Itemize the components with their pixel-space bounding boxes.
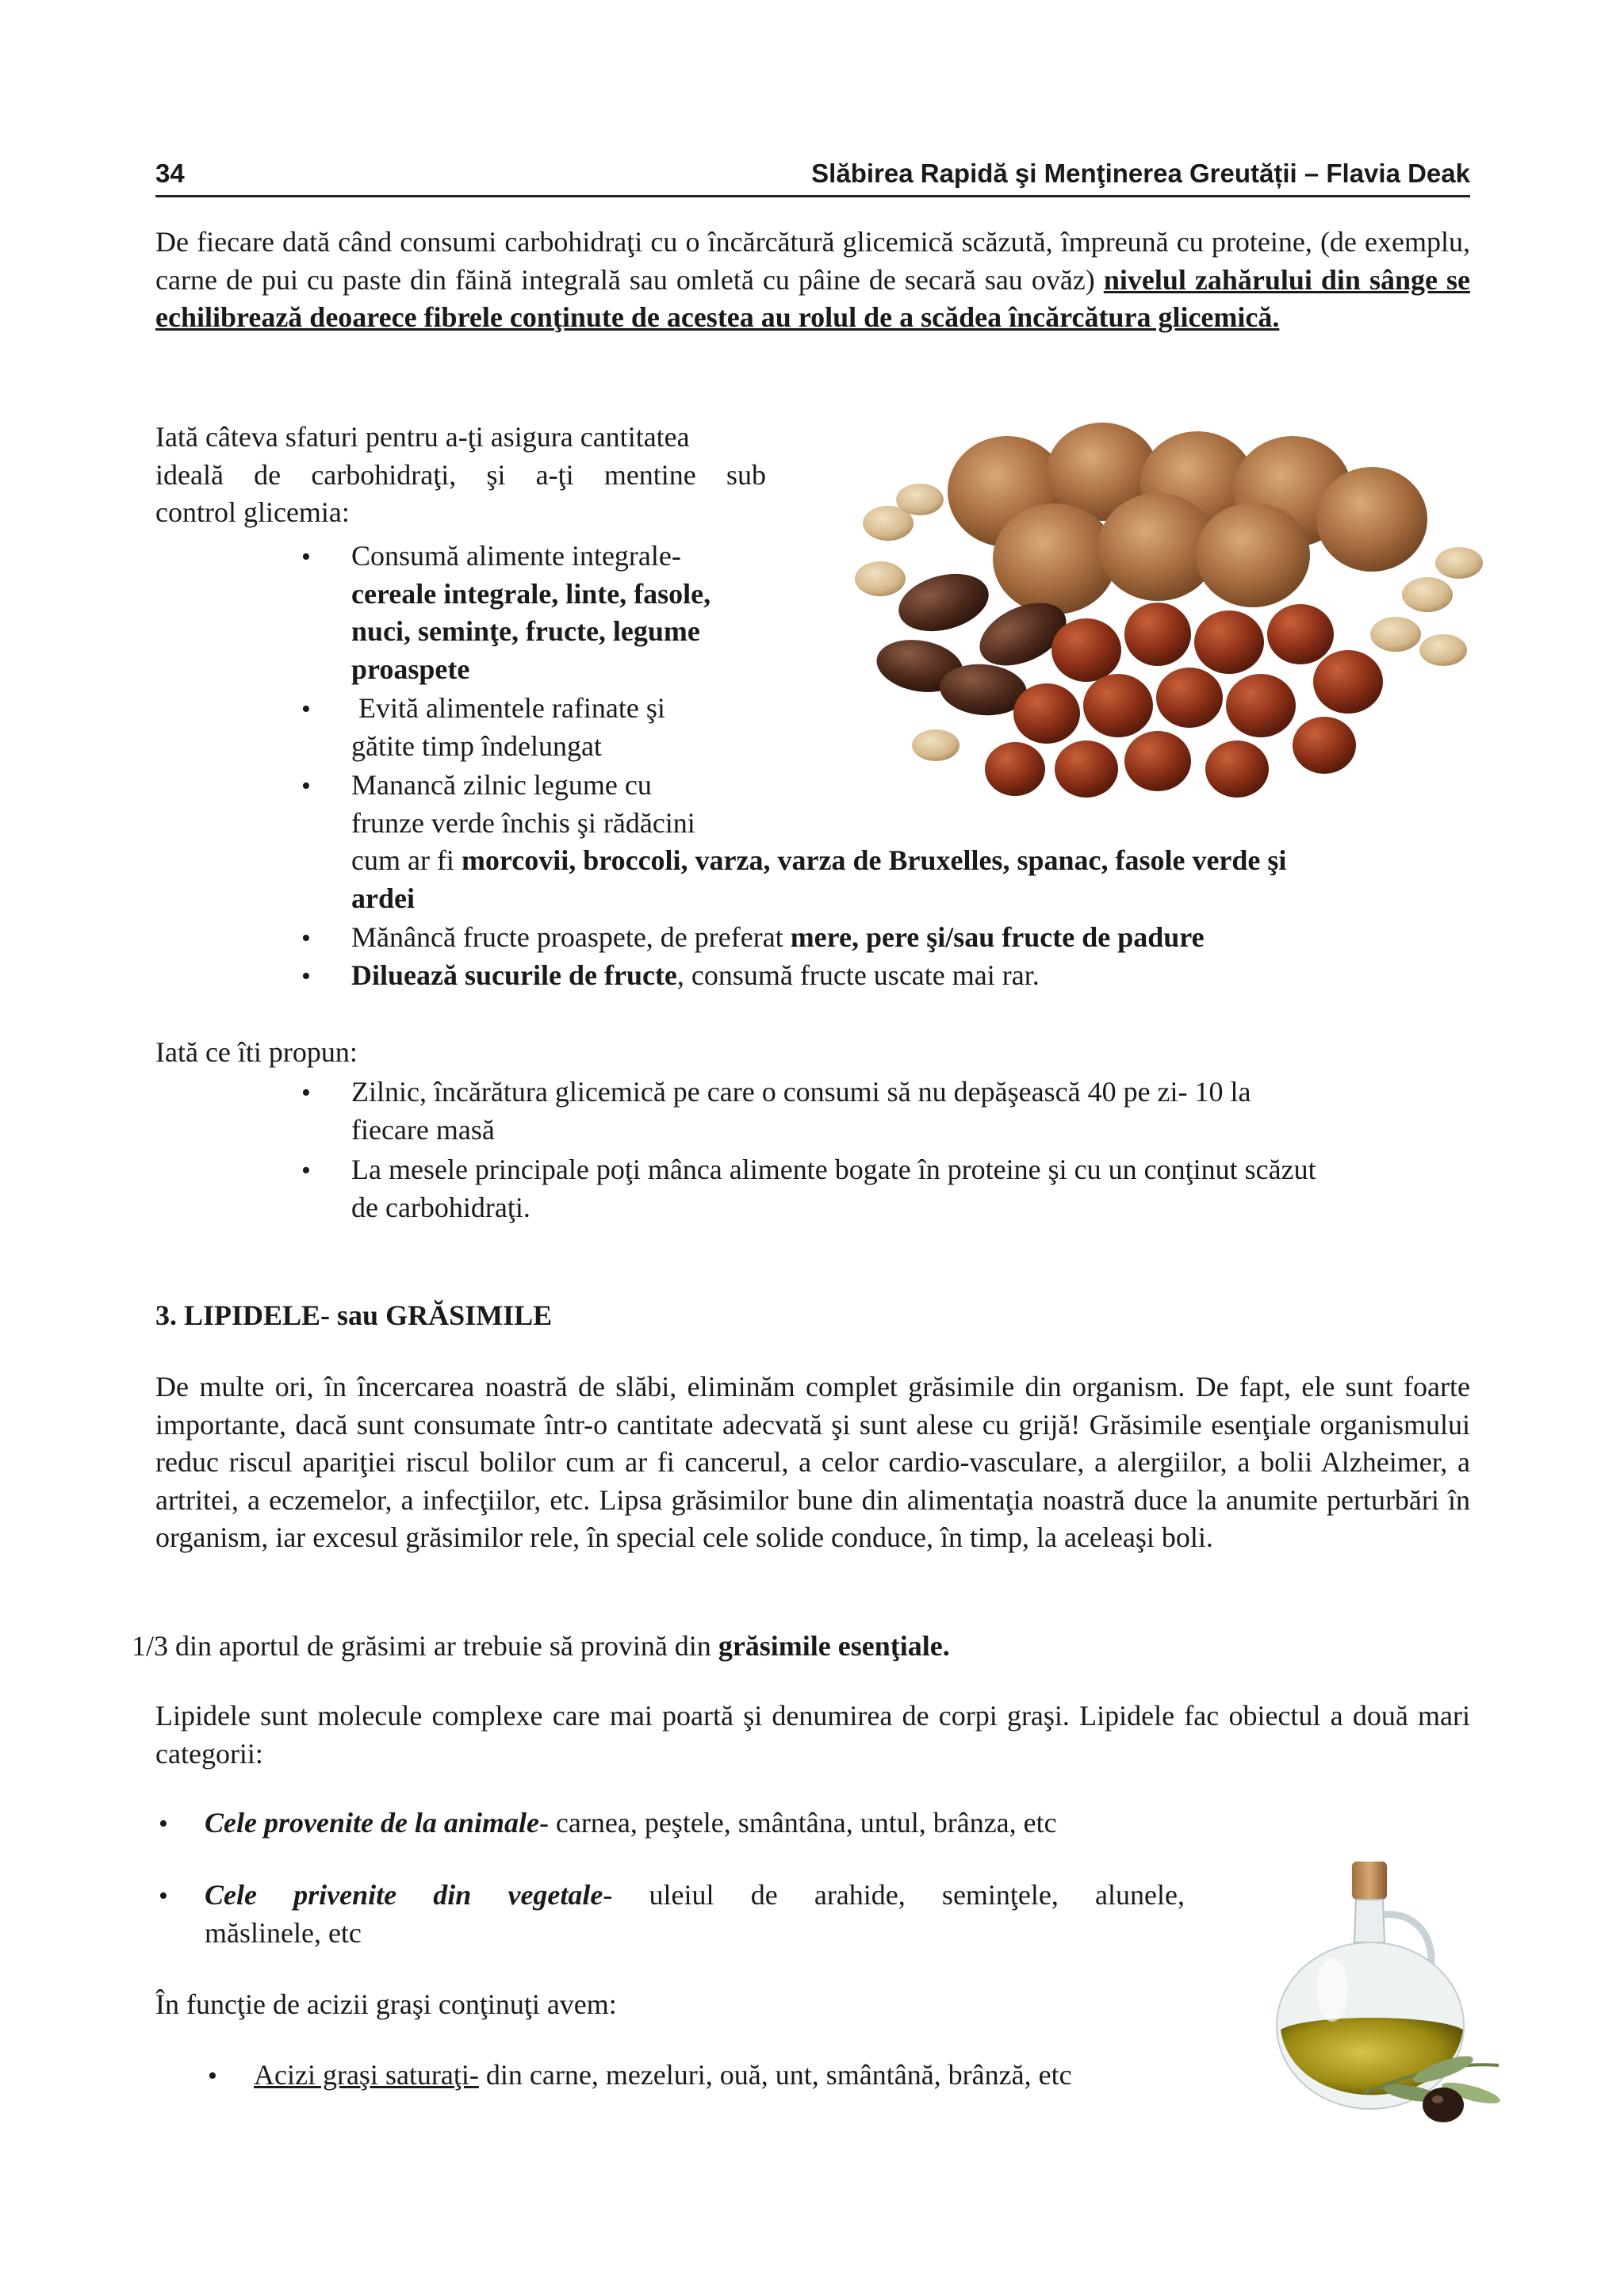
category-name: Cele provenite de la animale — [205, 1807, 539, 1839]
proposal-item — [351, 1073, 1477, 1149]
acid-text: din carne, mezeluri, ouă, unt, smântână, brânză, etc — [478, 2059, 1072, 2091]
bullet: • — [301, 924, 311, 953]
tips-intro — [155, 419, 766, 532]
tips-intro-line: control glicemia: — [155, 496, 350, 528]
section3-paragraph: De multe ori, în încercarea noastră de slăbi, eliminăm complet grăsimile din organism. De fapt, ele sunt foarte importante, dacă sunt consumate într-o cantitate adecvată şi sunt alese cu grijă! Grăsimile esenţiale organismului reduc riscul apariţiei riscul bolilor cum ar fi cancerul, a celor cardio-vasculare, a alergiilor, a bolii Alzheimer, a artritei, a eczemelor, a infecţiilor, etc. Lipsa grăsimilor bune din alimentaţia noastră duce la anumite perturbări în organism, iar excesul grăsimilor rele, în special cele solide conduce, în timp, la aceleaşi boli. — [155, 1371, 1470, 1553]
proposal-line: La mesele principale poţi mânca alimente bogate în proteine şi cu un conţinut scăzut — [351, 1154, 1316, 1185]
proposal-intro: Iată ce îti propun: — [155, 1036, 358, 1068]
tip-line: proaspete — [351, 652, 470, 685]
intro-emphasis: nivelul zahărului din sânge se echilibrează deoarece fibrele conţinute de acestea au rolul de a scădea încărcătura glicemică. — [155, 263, 1470, 333]
tip-item — [351, 919, 1477, 957]
tip-line: gătite timp îndelungat — [351, 729, 602, 762]
tip-line: cereale integrale, linte, fasole, — [351, 577, 711, 610]
bullet: • — [159, 1809, 168, 1839]
category-line: măslinele, etc — [205, 1916, 362, 1949]
tip-item — [351, 538, 779, 688]
tips-intro-line: Iată câteva sfaturi pentru a-ţi asigura cantitatea — [155, 421, 690, 453]
tip-line: Evită alimentele rafinate şi — [351, 692, 665, 724]
tip-line — [351, 842, 1477, 880]
bullet: • — [301, 1078, 311, 1108]
para-text: 1/3 din aportul de grăsimi ar trebuie să provină din — [132, 1630, 718, 1662]
para-bold: grăsimile esenţiale. — [718, 1630, 950, 1662]
category-line — [205, 1877, 1185, 1915]
proposal-line: de carbohidraţi. — [351, 1191, 530, 1223]
acid-item — [254, 2057, 1285, 2095]
proposal-line: fiecare masă — [351, 1113, 495, 1146]
tip-line: ardei — [351, 882, 415, 914]
tip-line: frunze verde închis şi rădăcini — [351, 806, 695, 839]
bullet: • — [208, 2061, 217, 2091]
tip-bold: mere, pere şi/sau fructe de padure — [790, 921, 1205, 953]
tip-line: Manancă zilnic legume cu — [351, 769, 652, 801]
bullet: • — [159, 1881, 168, 1911]
bullet: • — [301, 1156, 311, 1185]
section3-paragraph: Lipidele sunt molecule complexe care mai poartă şi denumirea de corpi graşi. Lipidele fac obiectul a două mari categorii: — [155, 1700, 1470, 1770]
tip-line: nuci, seminţe, fructe, legume — [351, 615, 700, 647]
lipid-category — [205, 1877, 1185, 1952]
category-text: - carnea, peştele, smântâna, untul, brânza, etc — [538, 1807, 1057, 1839]
olive-oil-bottle-photo — [1245, 1855, 1507, 2125]
section-heading: 3. LIPIDELE- sau GRĂSIMILE — [155, 1299, 553, 1331]
bullet: • — [301, 542, 311, 572]
intro-paragraph — [155, 224, 1470, 337]
tip-bold: morcovii, broccoli, varza, varza de Bruxelles, spanac, fasole verde şi — [461, 844, 1287, 876]
page-header — [155, 155, 1470, 197]
tip-text: Mănâncă fructe proaspete, de preferat — [351, 921, 791, 953]
tips-intro-line: ideală de carbohidraţi, şi a-ţi mentine sub — [155, 458, 766, 491]
tip-item — [351, 957, 1477, 995]
tip-text: , consumă fructe uscate mai rar. — [676, 959, 1040, 991]
nuts-photo — [825, 420, 1507, 817]
proposal-item — [351, 1151, 1477, 1226]
tip-text: cum ar fi — [351, 844, 462, 876]
tip-bold: Diluează sucurile de fructe — [351, 959, 677, 991]
acids-intro: În funcţie de acizii graşi conţinuţi avem: — [155, 1988, 617, 2020]
category-name: Cele privenite din vegetale — [205, 1879, 603, 1911]
category-text: - uleiul de arahide, seminţele, alunele, — [603, 1879, 1185, 1911]
lipid-category — [205, 1804, 1235, 1843]
running-title: Slăbirea Rapidă şi Menţinerea Greutății – Flavia Deak — [811, 159, 1470, 188]
tip-line: Consumă alimente integrale- — [351, 540, 681, 572]
tip-item — [351, 690, 779, 765]
bullet: • — [301, 695, 311, 724]
page-number: 34 — [155, 159, 185, 188]
bullet: • — [301, 771, 311, 801]
acid-name: Acizi graşi saturaţi- — [254, 2059, 479, 2091]
bullet: • — [301, 962, 311, 991]
intro-text: De fiecare dată când consumi carbohidraţi cu o încărcătură glicemică scăzută, împreună cu proteine, (de exemplu, carne de pui cu paste din făină integrală sau omletă cu pâine de secară sau ovăz) — [155, 226, 1470, 296]
proposal-line: Zilnic, încărătura glicemică pe care o consumi să nu depăşească 40 pe zi- 10 la — [351, 1076, 1251, 1108]
section3-paragraph — [132, 1628, 1464, 1666]
